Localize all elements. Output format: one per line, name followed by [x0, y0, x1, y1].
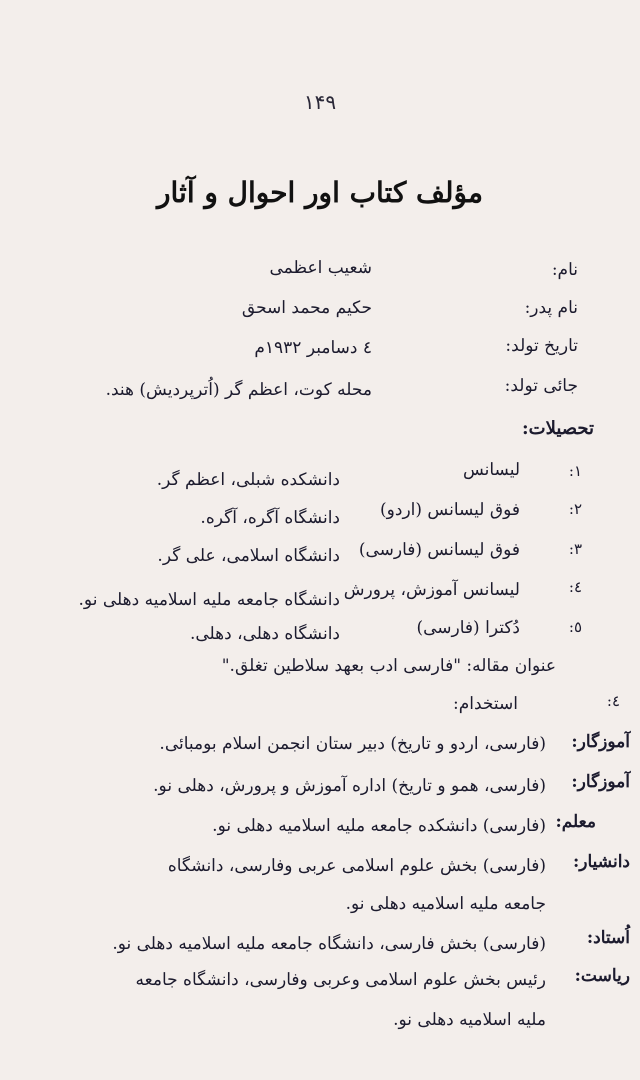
employment-text-6: رئیس بخش علوم اسلامی وعربی وفارسی، دانشگاه جامعه — [135, 970, 546, 990]
edu-num-5: ٥: — [568, 618, 582, 636]
dob-label: تاریخ تولد: — [505, 336, 578, 356]
edu-degree-3: فوق لیسانس (فارسی) — [358, 540, 520, 560]
employment-label-5: اُستاد: — [586, 928, 630, 948]
employment-text-1: (فارسی، اردو و تاریخ) دبیر ستان انجمن اسلام بومبائی. — [159, 734, 546, 754]
dob-value: ٤ دسامبر ۱۹۳۲م — [254, 338, 372, 358]
edu-institution-1: دانشکده شبلی، اعظم گر. — [156, 470, 340, 490]
father-value: حکیم محمد اسحق — [241, 298, 372, 318]
edu-institution-4: دانشگاه جامعه ملیه اسلامیه دهلی نو. — [78, 590, 340, 610]
employment-text-3: (فارسی) دانشکده جامعه ملیه اسلامیه دهلی نو. — [212, 816, 546, 836]
employment-text-6-cont: ملیه اسلامیه دهلی نو. — [393, 1010, 546, 1030]
employment-label-3: معلم: — [555, 812, 596, 832]
employment-label-6: ریاست: — [574, 966, 630, 986]
edu-institution-2: دانشگاه آگره، آگره. — [200, 508, 340, 528]
edu-degree-5: دُکترا (فارسی) — [416, 618, 520, 638]
education-heading: تحصیلات: — [522, 418, 594, 439]
employment-text-4: (فارسی) بخش علوم اسلامی عربی وفارسی، دانشگاه — [167, 856, 546, 876]
edu-num-4: ٤: — [568, 578, 582, 596]
employment-text-2: (فارسی، همو و تاریخ) اداره آموزش و پرورش، دهلی نو. — [153, 776, 546, 796]
edu-num-2: ۲: — [568, 500, 582, 518]
name-value: شعیب اعظمی — [269, 258, 372, 278]
employment-text-4-cont: جامعه ملیه اسلامیه دهلی نو. — [345, 894, 546, 914]
edu-num-1: ۱: — [568, 462, 582, 480]
edu-degree-1: لیسانس — [462, 460, 520, 480]
employment-label-2: آموزگار: — [571, 772, 630, 792]
name-label: نام: — [551, 260, 578, 280]
thesis-title: عنوان مقاله: "فارسی ادب بعهد سلاطین تغلق." — [221, 656, 556, 676]
page-title: مؤلف کتاب اور احوال و آثار — [156, 176, 484, 209]
employment-label-1: آموزگار: — [571, 732, 630, 752]
father-label: نام پدر: — [524, 298, 578, 318]
employment-text-5: (فارسی) بخش فارسی، دانشگاه جامعه ملیه اسلامیه دهلی نو. — [112, 934, 546, 954]
edu-degree-2: فوق لیسانس (اردو) — [380, 500, 520, 520]
employment-label-4: دانشیار: — [573, 852, 630, 872]
employment-heading: استخدام: — [453, 694, 518, 714]
pob-value: محله کوت، اعظم گر (اُترپردیش) هند. — [105, 380, 372, 400]
edu-institution-3: دانشگاه اسلامی، علی گر. — [157, 546, 340, 566]
employment-num: ٤: — [606, 692, 620, 710]
edu-institution-5: دانشگاه دهلی، دهلی. — [189, 624, 340, 644]
pob-label: جائی تولد: — [504, 376, 578, 396]
edu-num-3: ۳: — [568, 540, 582, 558]
page-number: ۱۴۹ — [303, 90, 337, 114]
edu-degree-4: لیسانس آموزش، پرورش — [343, 580, 520, 600]
